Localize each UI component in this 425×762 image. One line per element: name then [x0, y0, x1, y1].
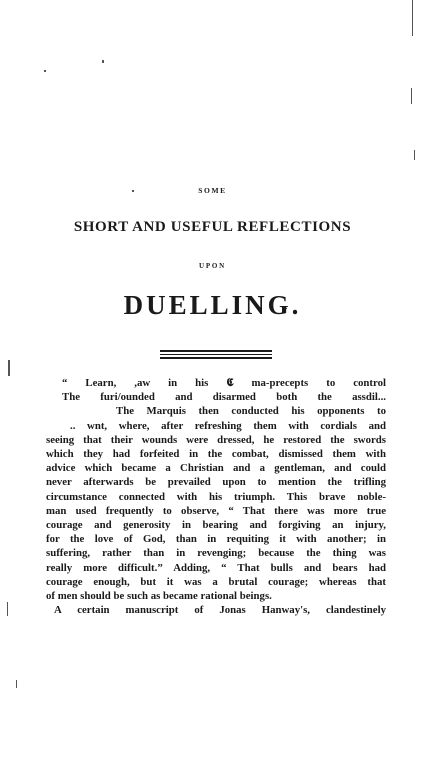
text-line: for the love of God, than in requiting it with another; in [46, 533, 386, 546]
scan-mark [8, 360, 10, 376]
text-line: advice which became a Christian and a gentleman, and could [46, 462, 386, 475]
text-line: The furi/ounded and disarmed both the assdil... [62, 391, 386, 404]
scan-mark [7, 602, 8, 616]
text-line: which they had forfeited in the combat, dismissed them with [46, 448, 386, 461]
heading-subject: DUELLING. [123, 290, 302, 320]
page-title: SHORT AND USEFUL REFLECTIONS [73, 219, 352, 235]
text-line: circumstance connected with his triumph. This brave noble- [46, 490, 386, 503]
text-line: really more difficult.” Adding, “ That bulls and bears had [46, 561, 386, 574]
text-line: suffering, rather than in revenging; because the thing was [46, 547, 386, 560]
text-line: A certain manuscript of Jonas Hanway's, clandestinely [54, 604, 386, 617]
text-line: .. wnt, where, after refreshing them with cordials and [70, 419, 386, 432]
scan-mark [16, 680, 17, 688]
text-line: courage and generosity in bearing and forgiving an injury, [46, 519, 386, 532]
text-line: of men should be such as became rational beings. [46, 590, 272, 603]
text-line: man used frequently to observe, “ That there was more true [46, 504, 386, 517]
heading-some: SOME [198, 186, 227, 195]
text-line: courage enough, but it was a brutal courage; whereas that [46, 575, 386, 588]
divider-rule-middle [160, 354, 272, 355]
scan-mark [411, 88, 412, 104]
text-line: seeing that their wounds were dressed, he restored the swords [46, 433, 386, 446]
scan-mark [102, 60, 104, 63]
text-line: The Marquis then conducted his opponents to [116, 405, 386, 418]
scan-mark [44, 70, 46, 72]
scan-mark [412, 0, 413, 36]
text-line: “ Learn, ,aw in his 𝕮 ma-precepts to control [62, 377, 386, 389]
body-text [46, 376, 386, 617]
divider-rule-bottom [160, 357, 272, 359]
scan-mark [414, 150, 415, 160]
text-line: never afterwards be prevailed upon to mention the trifling [46, 476, 386, 489]
divider-rule-top [160, 350, 272, 352]
heading-upon: UPON [198, 262, 227, 270]
